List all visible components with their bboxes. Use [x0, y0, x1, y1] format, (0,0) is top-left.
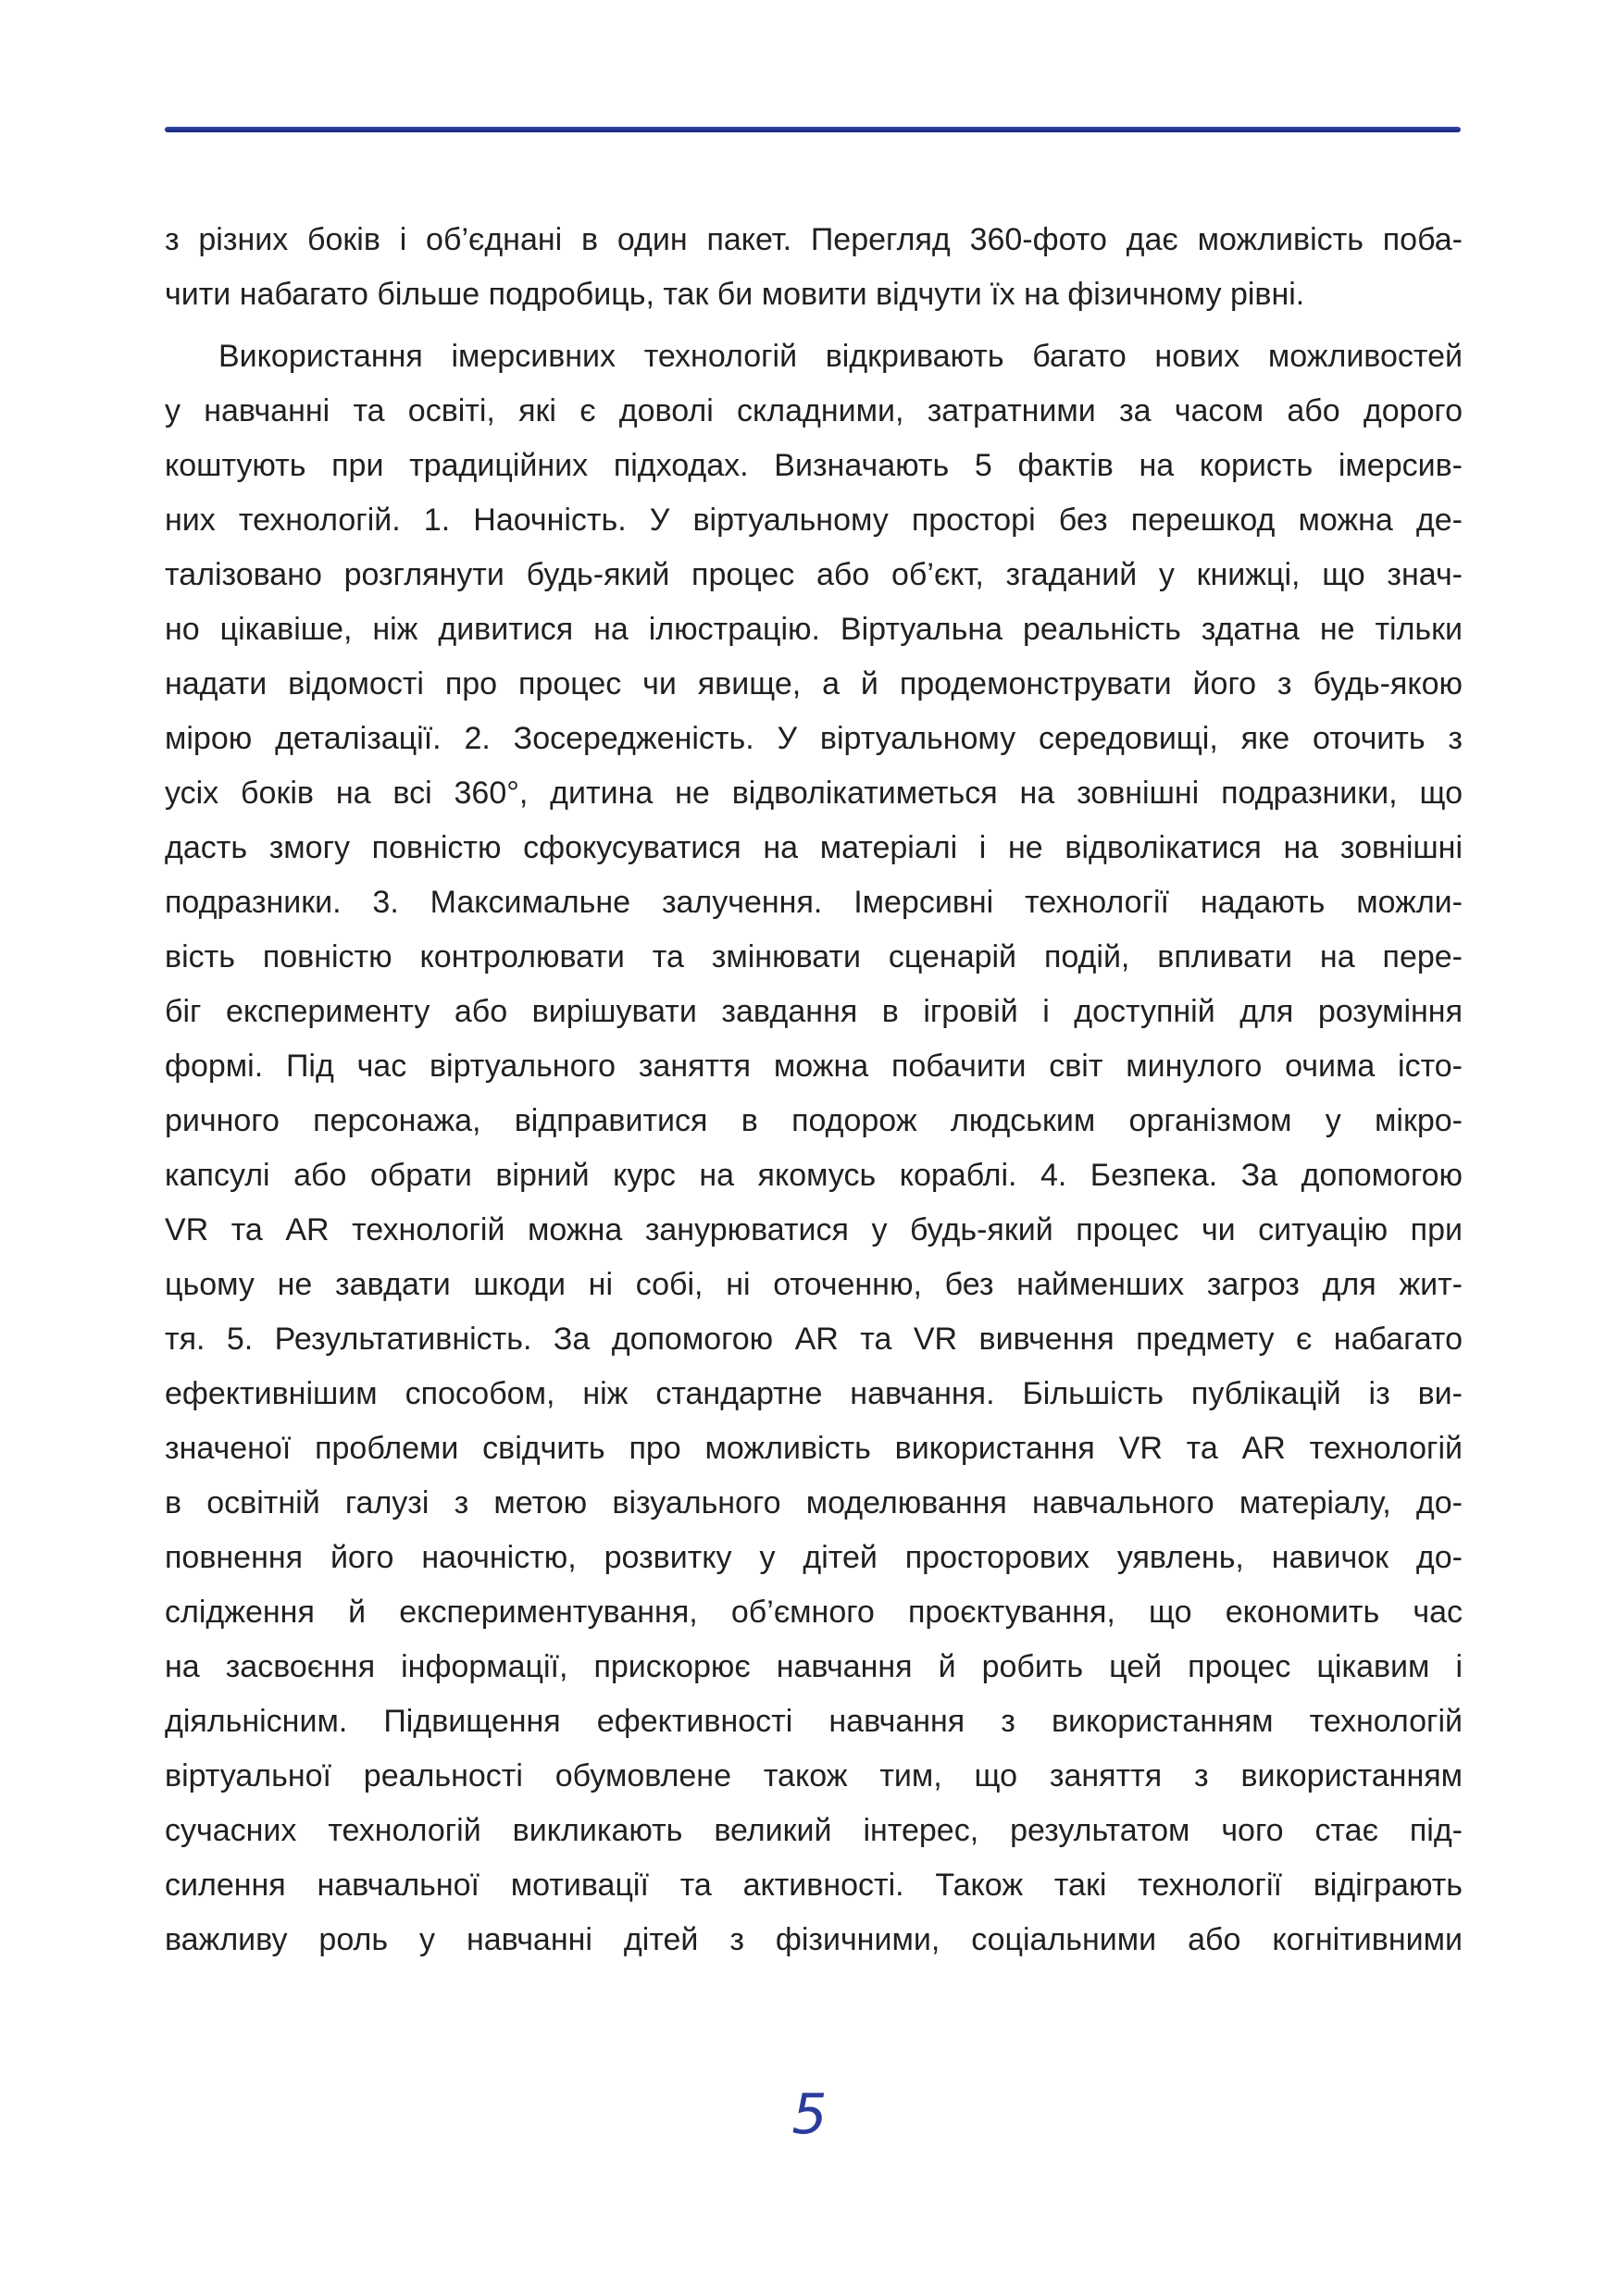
text-line: біг експерименту або вирішувати завдання в ігровій і доступній для розуміння	[165, 994, 1463, 1029]
text-line: подразники. 3. Максимальне залучення. Імерсивні технології надають можли-	[165, 885, 1463, 920]
text-line: коштують при традиційних підходах. Визначають 5 фактів на користь імерсив-	[165, 448, 1463, 483]
text-line: талізовано розглянути будь-який процес або об’єкт, згаданий у книжці, що знач-	[165, 557, 1463, 592]
text-line: повнення його наочністю, розвитку у дітей просторових уявлень, навичок до-	[165, 1540, 1463, 1575]
paragraph-2	[165, 329, 1463, 1967]
paragraph-1	[165, 213, 1463, 322]
text-line: цьому не завдати шкоди ні собі, ні оточенню, без найменших загроз для жит-	[165, 1267, 1463, 1302]
text-line: слідження й експериментування, об’ємного проєктування, що економить час	[165, 1595, 1463, 1630]
text-line: формі. Під час віртуального заняття можна побачити світ минулого очима істо-	[165, 1049, 1463, 1084]
text-line: дасть змогу повністю сфокусуватися на матеріалі і не відволікатися на зовнішні	[165, 830, 1463, 865]
body-text	[165, 213, 1463, 1967]
text-line: тя. 5. Результативність. За допомогою AR та VR вивчення предмету є набагато	[165, 1322, 1463, 1357]
text-line: важливу роль у навчанні дітей з фізичними, соціальними або когнітивними	[165, 1922, 1463, 1957]
text-line: діяльнісним. Підвищення ефективності навчання з використанням технологій	[165, 1704, 1463, 1739]
text-line: но цікавіше, ніж дивитися на ілюстрацію. Віртуальна реальність здатна не тільки	[165, 612, 1463, 647]
text-line: капсулі або обрати вірний курс на якомусь кораблі. 4. Безпека. За допомогою	[165, 1158, 1463, 1193]
text-line: сучасних технологій викликають великий інтерес, результатом чого стає під-	[165, 1813, 1463, 1848]
text-line: значеної проблеми свідчить про можливість використання VR та AR технологій	[165, 1431, 1463, 1466]
text-line: з різних боків і об’єднані в один пакет. Перегляд 360-фото дає можливість поба-	[165, 222, 1463, 257]
text-line: віртуальної реальності обумовлене також тим, що заняття з використанням	[165, 1758, 1463, 1793]
header-rule	[165, 127, 1461, 132]
text-line: мірою деталізації. 2. Зосередженість. У віртуальному середовищі, яке оточить з	[165, 721, 1463, 756]
text-line: у навчанні та освіті, які є доволі складними, затратними за часом або дорого	[165, 393, 1463, 428]
text-line: VR та AR технологій можна занурюватися у будь-який процес чи ситуацію при	[165, 1212, 1463, 1247]
text-line: на засвоєння інформації, прискорює навчання й робить цей процес цікавим і	[165, 1649, 1463, 1684]
text-line: усіх боків на всі 360°, дитина не відволікатиметься на зовнішні подразники, що	[165, 776, 1463, 811]
text-line: вість повністю контролювати та змінювати сценарій подій, впливати на пере-	[165, 939, 1463, 974]
text-line: в освітній галузі з метою візуального моделювання навчального матеріалу, до-	[165, 1485, 1463, 1520]
text-line: ефективнішим способом, ніж стандартне навчання. Більшість публікацій із ви-	[165, 1376, 1463, 1411]
text-line: чити набагато більше подробиць, так би мовити відчути їх на фізичному рівні.	[165, 277, 1305, 312]
text-line: них технологій. 1. Наочність. У віртуальному просторі без перешкод можна де-	[165, 503, 1463, 538]
text-line: надати відомості про процес чи явище, а й продемонструвати його з будь-якою	[165, 666, 1463, 701]
text-line: ричного персонажа, відправитися в подорож людським організмом у мікро-	[165, 1103, 1463, 1138]
text-line: Використання імерсивних технологій відкривають багато нових можливостей	[218, 339, 1463, 374]
text-line: силення навчальної мотивації та активності. Також такі технології відіграють	[165, 1868, 1463, 1903]
page-number: 5	[791, 2082, 828, 2147]
